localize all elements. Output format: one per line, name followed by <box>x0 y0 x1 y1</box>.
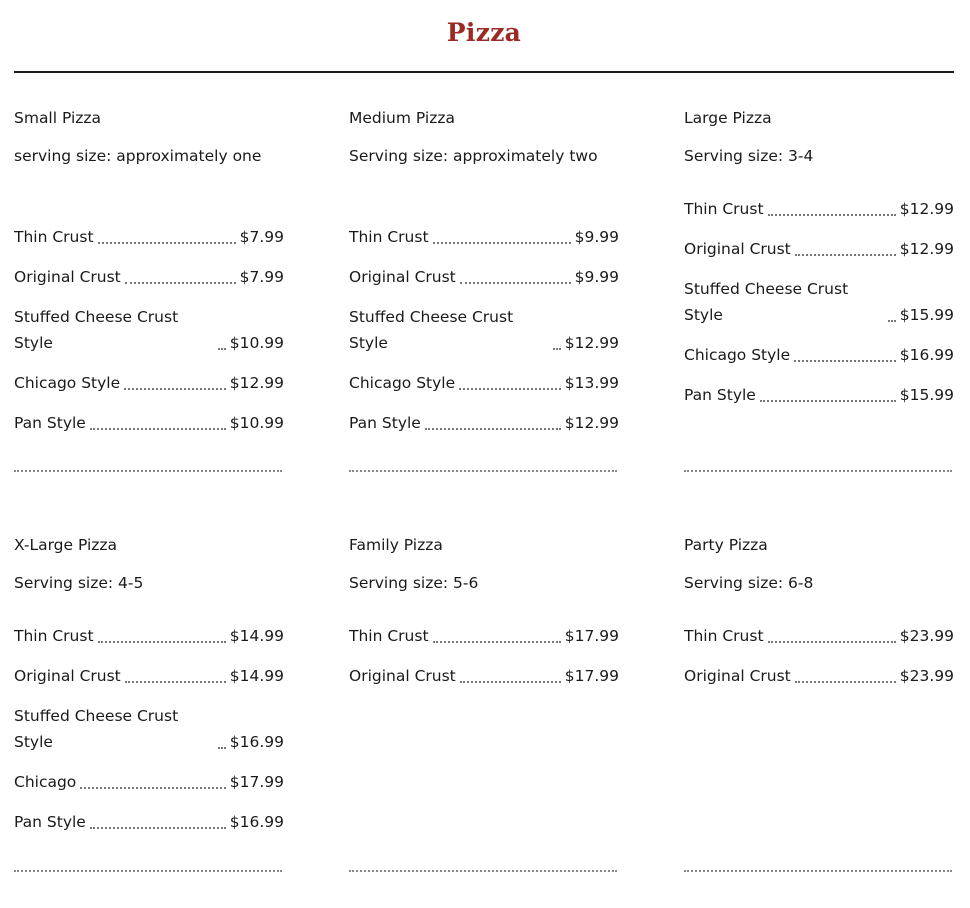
dot-leader <box>888 320 896 322</box>
dot-leader <box>98 641 226 643</box>
serving-size: Serving size: approximately two <box>349 147 598 165</box>
menu-item-original-crust <box>349 264 619 290</box>
item-name: Stuffed Cheese Crust Style <box>349 308 514 352</box>
item-price: $13.99 <box>564 374 619 392</box>
item-price: $9.99 <box>574 268 619 286</box>
dot-leader <box>768 641 896 643</box>
dot-leader <box>794 360 896 362</box>
dot-leader <box>80 787 225 789</box>
menu-item-thin-crust <box>684 196 954 222</box>
section-heading: Medium Pizza <box>349 109 455 127</box>
item-name: Stuffed Cheese Crust Style <box>14 707 179 751</box>
menu-item-pan-style <box>14 809 284 835</box>
section-end-divider <box>684 470 952 472</box>
serving-size: Serving size: 5-6 <box>349 574 479 592</box>
menu-item-thin-crust <box>349 224 619 250</box>
serving-size: Serving size: 6-8 <box>684 574 814 592</box>
dot-leader <box>125 681 226 683</box>
section-end-divider <box>349 470 617 472</box>
item-name: Chicago Style <box>14 374 121 392</box>
dot-leader <box>218 348 226 350</box>
section-end-divider <box>14 870 282 872</box>
section-heading: Small Pizza <box>14 109 102 127</box>
item-price: $17.99 <box>564 667 619 685</box>
item-name: Stuffed Cheese Crust Style <box>14 308 179 352</box>
dot-leader <box>460 681 561 683</box>
item-name: Original Crust <box>14 667 121 685</box>
item-name: Original Crust <box>349 268 456 286</box>
item-price: $23.99 <box>899 667 954 685</box>
item-name: Original Crust <box>684 667 791 685</box>
dot-leader <box>218 747 226 749</box>
menu-item-original-crust <box>14 663 284 689</box>
menu-item-original-crust <box>349 663 619 689</box>
dot-leader <box>90 428 226 430</box>
serving-size: Serving size: 3-4 <box>684 147 814 165</box>
item-name: Chicago Style <box>349 374 456 392</box>
item-name: Thin Crust <box>684 627 764 645</box>
dot-leader <box>460 282 571 284</box>
item-name: Thin Crust <box>14 627 94 645</box>
serving-size: serving size: approximately one <box>14 147 262 165</box>
dot-leader <box>433 242 571 244</box>
item-price: $17.99 <box>564 627 619 645</box>
item-name: Thin Crust <box>349 627 429 645</box>
item-price: $17.99 <box>229 773 284 791</box>
item-price: $7.99 <box>239 228 284 246</box>
item-price: $16.99 <box>899 346 954 364</box>
dot-leader <box>553 348 561 350</box>
menu-item-pan-style <box>684 382 954 408</box>
menu-item-pan-style <box>14 410 284 436</box>
item-name: Thin Crust <box>349 228 429 246</box>
item-price: $12.99 <box>229 374 284 392</box>
item-name: Stuffed Cheese Crust Style <box>684 280 849 324</box>
dot-leader <box>768 214 896 216</box>
item-price: $14.99 <box>229 667 284 685</box>
dot-leader <box>795 254 896 256</box>
item-name: Pan Style <box>14 414 86 432</box>
section-end-divider <box>14 470 282 472</box>
section-end-divider <box>684 870 952 872</box>
item-price: $9.99 <box>574 228 619 246</box>
menu-item-original-crust <box>684 236 954 262</box>
dot-leader <box>433 641 561 643</box>
menu-item-thin-crust <box>349 623 619 649</box>
item-price: $12.99 <box>564 334 619 352</box>
menu-item-stuffed-cheese-crust <box>684 276 954 328</box>
item-name: Pan Style <box>684 386 756 404</box>
item-name: Original Crust <box>14 268 121 286</box>
menu-item-chicago-style <box>684 342 954 368</box>
item-price: $12.99 <box>899 200 954 218</box>
dot-leader <box>90 827 226 829</box>
menu-item-chicago-style <box>349 370 619 396</box>
menu-item-original-crust <box>684 663 954 689</box>
menu-title: Pizza <box>446 18 522 47</box>
item-price: $10.99 <box>229 334 284 352</box>
section-heading: X-Large Pizza <box>14 536 118 554</box>
item-name: Pan Style <box>14 813 86 831</box>
dot-leader <box>124 388 226 390</box>
title-divider <box>14 71 954 73</box>
section-heading: Large Pizza <box>684 109 772 127</box>
item-price: $10.99 <box>229 414 284 432</box>
item-name: Chicago Style <box>684 346 791 364</box>
menu-item-pan-style <box>349 410 619 436</box>
item-name: Original Crust <box>349 667 456 685</box>
menu-item-stuffed-cheese-crust <box>14 304 284 356</box>
section-heading: Family Pizza <box>349 536 443 554</box>
item-price: $14.99 <box>229 627 284 645</box>
item-price: $16.99 <box>229 733 284 751</box>
section-heading: Party Pizza <box>684 536 768 554</box>
item-price: $7.99 <box>239 268 284 286</box>
item-price: $12.99 <box>899 240 954 258</box>
menu-item-chicago <box>14 769 284 795</box>
menu-item-original-crust <box>14 264 284 290</box>
serving-size: Serving size: 4-5 <box>14 574 144 592</box>
menu-item-chicago-style <box>14 370 284 396</box>
dot-leader <box>459 388 561 390</box>
item-price: $12.99 <box>564 414 619 432</box>
menu-item-thin-crust <box>14 224 284 250</box>
item-name: Original Crust <box>684 240 791 258</box>
menu-item-thin-crust <box>684 623 954 649</box>
menu-item-stuffed-cheese-crust <box>349 304 619 356</box>
item-price: $16.99 <box>229 813 284 831</box>
item-price: $23.99 <box>899 627 954 645</box>
item-price: $15.99 <box>899 306 954 324</box>
dot-leader <box>795 681 896 683</box>
dot-leader <box>425 428 561 430</box>
section-end-divider <box>349 870 617 872</box>
item-name: Pan Style <box>349 414 421 432</box>
menu-item-stuffed-cheese-crust <box>14 703 284 755</box>
menu-item-thin-crust <box>14 623 284 649</box>
item-name: Thin Crust <box>684 200 764 218</box>
item-name: Thin Crust <box>14 228 94 246</box>
dot-leader <box>125 282 236 284</box>
dot-leader <box>98 242 236 244</box>
item-price: $15.99 <box>899 386 954 404</box>
dot-leader <box>760 400 896 402</box>
item-name: Chicago <box>14 773 77 791</box>
